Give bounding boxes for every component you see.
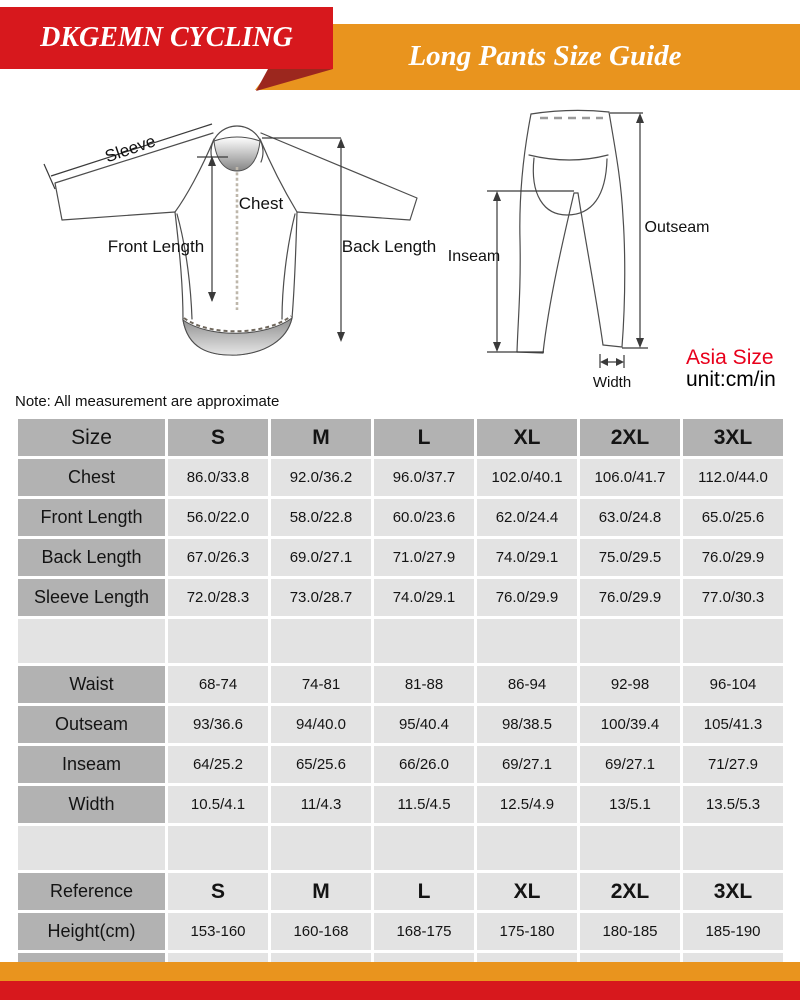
data-cell: 168-175 [374, 913, 474, 950]
reference-size: L [374, 873, 474, 910]
data-cell: 106.0/41.7 [580, 459, 680, 496]
data-cell: 75.0/29.5 [580, 539, 680, 576]
row-label: Front Length [18, 499, 165, 536]
data-cell: 65.0/25.6 [683, 499, 783, 536]
yoke-seam [529, 155, 608, 160]
table-header-size: M [271, 419, 371, 456]
inseam-label: Inseam [447, 248, 501, 265]
size-table [15, 416, 786, 993]
data-cell: 74.0/29.1 [374, 579, 474, 616]
data-cell: 56.0/22.0 [168, 499, 268, 536]
row-label: Outseam [18, 706, 165, 743]
data-cell: 69.0/27.1 [271, 539, 371, 576]
jersey-measure-lines [44, 124, 345, 342]
data-cell: 76.0/29.9 [580, 579, 680, 616]
page-title: Long Pants Size Guide [408, 39, 682, 72]
data-cell: 71/27.9 [683, 746, 783, 783]
spacer-cell [580, 826, 680, 870]
data-cell: 58.0/22.8 [271, 499, 371, 536]
reference-size: 3XL [683, 873, 783, 910]
spacer-cell [580, 619, 680, 663]
table-row [18, 746, 783, 783]
data-cell: 71.0/27.9 [374, 539, 474, 576]
data-cell: 86-94 [477, 666, 577, 703]
spacer-cell [477, 619, 577, 663]
spacer-row [18, 619, 783, 663]
size-table-body [18, 419, 783, 990]
data-cell: 98/38.5 [477, 706, 577, 743]
data-cell: 60.0/23.6 [374, 499, 474, 536]
table-row [18, 419, 783, 456]
reference-size: 2XL [580, 873, 680, 910]
spacer-cell [683, 826, 783, 870]
data-cell: 160-168 [271, 913, 371, 950]
jersey-diagram [15, 105, 460, 360]
data-cell: 180-185 [580, 913, 680, 950]
row-label: Sleeve Length [18, 579, 165, 616]
unit-label: unit:cm/in [686, 368, 776, 391]
note-text: Note: All measurement are approximate [15, 393, 280, 410]
row-label: Back Length [18, 539, 165, 576]
table-row [18, 579, 783, 616]
pants-outline [517, 110, 625, 353]
data-cell: 13/5.1 [580, 786, 680, 823]
spacer-cell [168, 826, 268, 870]
reference-size: M [271, 873, 371, 910]
table-header-label: Size [18, 419, 165, 456]
footer-red-bar [0, 981, 800, 1000]
data-cell: 13.5/5.3 [683, 786, 783, 823]
data-cell: 94/40.0 [271, 706, 371, 743]
table-row [18, 913, 783, 950]
table-row [18, 706, 783, 743]
data-cell: 69/27.1 [580, 746, 680, 783]
reference-size: XL [477, 873, 577, 910]
table-header-size: L [374, 419, 474, 456]
data-cell: 72.0/28.3 [168, 579, 268, 616]
spacer-cell [18, 826, 165, 870]
spacer-cell [271, 619, 371, 663]
data-cell: 96-104 [683, 666, 783, 703]
data-cell: 74.0/29.1 [477, 539, 577, 576]
row-label: Chest [18, 459, 165, 496]
outseam-label: Outseam [644, 219, 710, 236]
data-cell: 86.0/33.8 [168, 459, 268, 496]
table-header-size: 2XL [580, 419, 680, 456]
seat-seam [533, 158, 607, 215]
data-cell: 92.0/36.2 [271, 459, 371, 496]
data-cell: 77.0/30.3 [683, 579, 783, 616]
data-cell: 10.5/4.1 [168, 786, 268, 823]
table-row [18, 499, 783, 536]
spacer-cell [477, 826, 577, 870]
neck-opening [214, 137, 260, 171]
spacer-cell [374, 619, 474, 663]
table-row [18, 873, 783, 910]
table-row [18, 459, 783, 496]
spacer-cell [168, 619, 268, 663]
table-header-size: 3XL [683, 419, 783, 456]
data-cell: 93/36.6 [168, 706, 268, 743]
data-cell: 76.0/29.9 [477, 579, 577, 616]
row-label: Height(cm) [18, 913, 165, 950]
data-cell: 11/4.3 [271, 786, 371, 823]
table-header-size: XL [477, 419, 577, 456]
data-cell: 102.0/40.1 [477, 459, 577, 496]
front-length-label: Front Length [107, 237, 205, 256]
spacer-cell [271, 826, 371, 870]
reference-size: S [168, 873, 268, 910]
data-cell: 12.5/4.9 [477, 786, 577, 823]
data-cell: 63.0/24.8 [580, 499, 680, 536]
data-cell: 81-88 [374, 666, 474, 703]
data-cell: 73.0/28.7 [271, 579, 371, 616]
data-cell: 74-81 [271, 666, 371, 703]
footer-orange-bar [0, 962, 800, 981]
table-header-size: S [168, 419, 268, 456]
data-cell: 67.0/26.3 [168, 539, 268, 576]
chest-label: Chest [238, 194, 284, 213]
data-cell: 185-190 [683, 913, 783, 950]
spacer-cell [374, 826, 474, 870]
asia-size-label: Asia Size [686, 346, 774, 369]
data-cell: 92-98 [580, 666, 680, 703]
data-cell: 62.0/24.4 [477, 499, 577, 536]
data-cell: 112.0/44.0 [683, 459, 783, 496]
brand-title: DKGEMN CYCLING [40, 22, 293, 53]
data-cell: 69/27.1 [477, 746, 577, 783]
sleeve-label: Sleeve [102, 131, 158, 167]
data-cell: 95/40.4 [374, 706, 474, 743]
data-cell: 153-160 [168, 913, 268, 950]
data-cell: 11.5/4.5 [374, 786, 474, 823]
table-row [18, 539, 783, 576]
width-label: Width [592, 374, 632, 391]
data-cell: 68-74 [168, 666, 268, 703]
spacer-cell [18, 619, 165, 663]
row-label: Width [18, 786, 165, 823]
row-label: Inseam [18, 746, 165, 783]
spacer-row [18, 826, 783, 870]
data-cell: 76.0/29.9 [683, 539, 783, 576]
table-row [18, 666, 783, 703]
back-length-label: Back Length [341, 237, 437, 256]
data-cell: 100/39.4 [580, 706, 680, 743]
data-cell: 64/25.2 [168, 746, 268, 783]
table-row [18, 786, 783, 823]
data-cell: 96.0/37.7 [374, 459, 474, 496]
spacer-cell [683, 619, 783, 663]
row-label: Waist [18, 666, 165, 703]
data-cell: 175-180 [477, 913, 577, 950]
row-label: Reference [18, 873, 165, 910]
data-cell: 65/25.6 [271, 746, 371, 783]
hem-band [183, 318, 292, 355]
data-cell: 105/41.3 [683, 706, 783, 743]
data-cell: 66/26.0 [374, 746, 474, 783]
